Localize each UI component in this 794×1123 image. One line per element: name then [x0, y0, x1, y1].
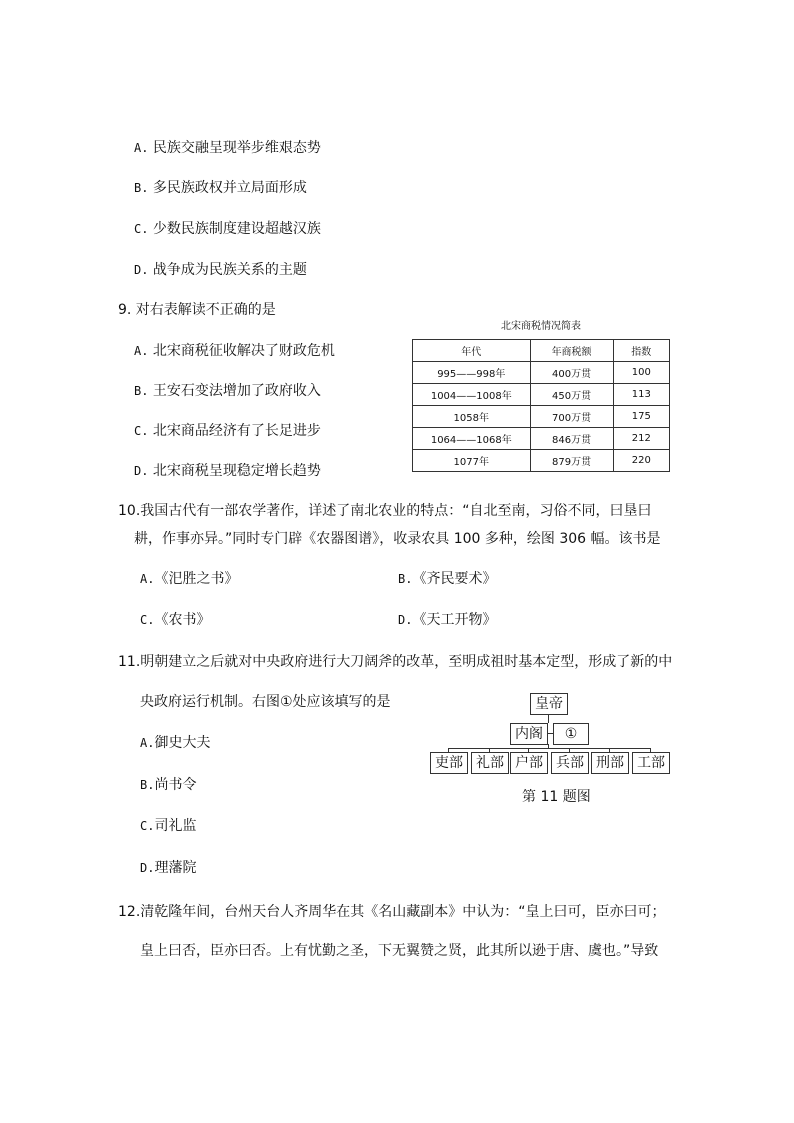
table-cell: 400万贯	[530, 362, 613, 384]
table-cell: 1077年	[413, 450, 531, 472]
option-letter: D.	[140, 861, 155, 875]
option-letter: C.	[134, 222, 149, 236]
table-header-cell: 指数	[613, 340, 669, 362]
q9-option-b	[134, 382, 321, 400]
option-letter: A.	[140, 736, 155, 750]
ministry-box: 工部	[632, 752, 670, 774]
option-letter: B.	[140, 778, 155, 792]
ministry-box: 刑部	[591, 752, 629, 774]
table-row	[413, 362, 670, 384]
option-letter: A.	[134, 141, 149, 155]
ministry-box: 礼部	[471, 752, 509, 774]
table-header-row	[413, 340, 670, 362]
option-text: 多民族政权并立局面形成	[152, 180, 307, 196]
option-text: 《农书》	[154, 612, 211, 628]
table-header-cell: 年代	[413, 340, 531, 362]
table-row	[413, 450, 670, 472]
q10-option-d	[398, 611, 496, 629]
q10-stem-line1: 10.我国古代有一部农学著作，详述了南北农业的特点：“自北至南，习俗不同，曰垦曰	[118, 503, 652, 519]
option-letter: D.	[134, 464, 149, 478]
option-text: 《齐民要术》	[412, 571, 497, 587]
option-letter: C.	[140, 613, 155, 627]
option-text: 司礼监	[154, 818, 197, 834]
q8-option-b	[134, 179, 307, 197]
option-letter: C.	[134, 424, 149, 438]
option-text: 北宋商品经济有了长足进步	[152, 423, 321, 439]
option-letter: B.	[134, 384, 149, 398]
ministry-box: 兵部	[551, 752, 589, 774]
q12-stem-line1: 12.清乾隆年间，台州天台人齐周华在其《名山藏副本》中认为：“皇上曰可，臣亦曰可；	[118, 904, 666, 920]
q8-option-c	[134, 220, 321, 238]
ministry-box: 吏部	[430, 752, 468, 774]
q9-option-a	[134, 342, 335, 360]
option-text: 尚书令	[154, 777, 197, 793]
table-cell: 1004——1008年	[413, 384, 531, 406]
ministry-box: 户部	[510, 752, 548, 774]
q8-option-a	[134, 139, 321, 157]
table-cell: 846万贯	[530, 428, 613, 450]
table-cell: 1064——1068年	[413, 428, 531, 450]
q11-option-b	[140, 776, 196, 794]
option-letter: C.	[140, 819, 155, 833]
q10-option-c	[140, 611, 210, 629]
table-row	[413, 384, 670, 406]
table-cell: 879万贯	[530, 450, 613, 472]
blank-box: ①	[553, 723, 589, 745]
option-letter: D.	[134, 263, 149, 277]
table-cell: 995——998年	[413, 362, 531, 384]
figure-caption: 第 11 题图	[522, 789, 591, 805]
table-cell: 450万贯	[530, 384, 613, 406]
option-text: 北宋商税征收解决了财政危机	[152, 343, 335, 359]
table-cell: 175	[613, 406, 669, 428]
q11-option-a	[140, 734, 210, 752]
option-text: 《汜胜之书》	[154, 571, 239, 587]
q12-stem-line2: 皇上曰否，臣亦曰否。上有忧勤之圣，下无翼赞之贤，此其所以逊于唐、虞也。”导致	[140, 943, 659, 959]
tax-table-title: 北宋商税情况简表	[501, 321, 581, 332]
q10-option-a	[140, 570, 238, 588]
option-letter: B.	[134, 181, 149, 195]
option-letter: A.	[140, 572, 155, 586]
q8-option-d	[134, 261, 307, 279]
option-text: 民族交融呈现举步维艰态势	[152, 140, 321, 156]
connector-line	[448, 748, 650, 749]
q11-stem-line2: 央政府运行机制。右图①处应该填写的是	[140, 694, 391, 710]
q11-option-c	[140, 817, 196, 835]
option-text: 御史大夫	[154, 735, 211, 751]
tax-table	[412, 339, 670, 472]
q11-option-d	[140, 859, 196, 877]
table-cell: 100	[613, 362, 669, 384]
option-letter: B.	[398, 572, 413, 586]
option-letter: D.	[398, 613, 413, 627]
connector-line	[548, 714, 549, 723]
option-text: 少数民族制度建设超越汉族	[152, 221, 321, 237]
q11-stem-line1: 11.明朝建立之后就对中央政府进行大刀阔斧的改革，至明成祖时基本定型，形成了新的中	[118, 654, 673, 670]
option-text: 王安石变法增加了政府收入	[152, 383, 321, 399]
option-text: 战争成为民族关系的主题	[152, 262, 307, 278]
q9-option-d	[134, 462, 321, 480]
option-text: 《天工开物》	[412, 612, 497, 628]
option-letter: A.	[134, 344, 149, 358]
emperor-box: 皇帝	[530, 693, 568, 715]
q9-stem: 9. 对右表解读不正确的是	[118, 302, 276, 318]
grand-secretariat-box: 内阁	[510, 723, 548, 745]
option-text: 理藩院	[154, 860, 197, 876]
table-header-cell: 年商税额	[530, 340, 613, 362]
q10-option-b	[398, 570, 496, 588]
option-text: 北宋商税呈现稳定增长趋势	[152, 463, 321, 479]
table-row	[413, 406, 670, 428]
table-cell: 220	[613, 450, 669, 472]
table-cell: 113	[613, 384, 669, 406]
table-cell: 700万贯	[530, 406, 613, 428]
q9-option-c	[134, 422, 321, 440]
table-cell: 212	[613, 428, 669, 450]
q10-stem-line2: 耕，作事亦异。”同时专门辟《农器图谱》，收录农具 100 多种，绘图 306 幅。该书是	[134, 531, 661, 547]
table-cell: 1058年	[413, 406, 531, 428]
table-row	[413, 428, 670, 450]
